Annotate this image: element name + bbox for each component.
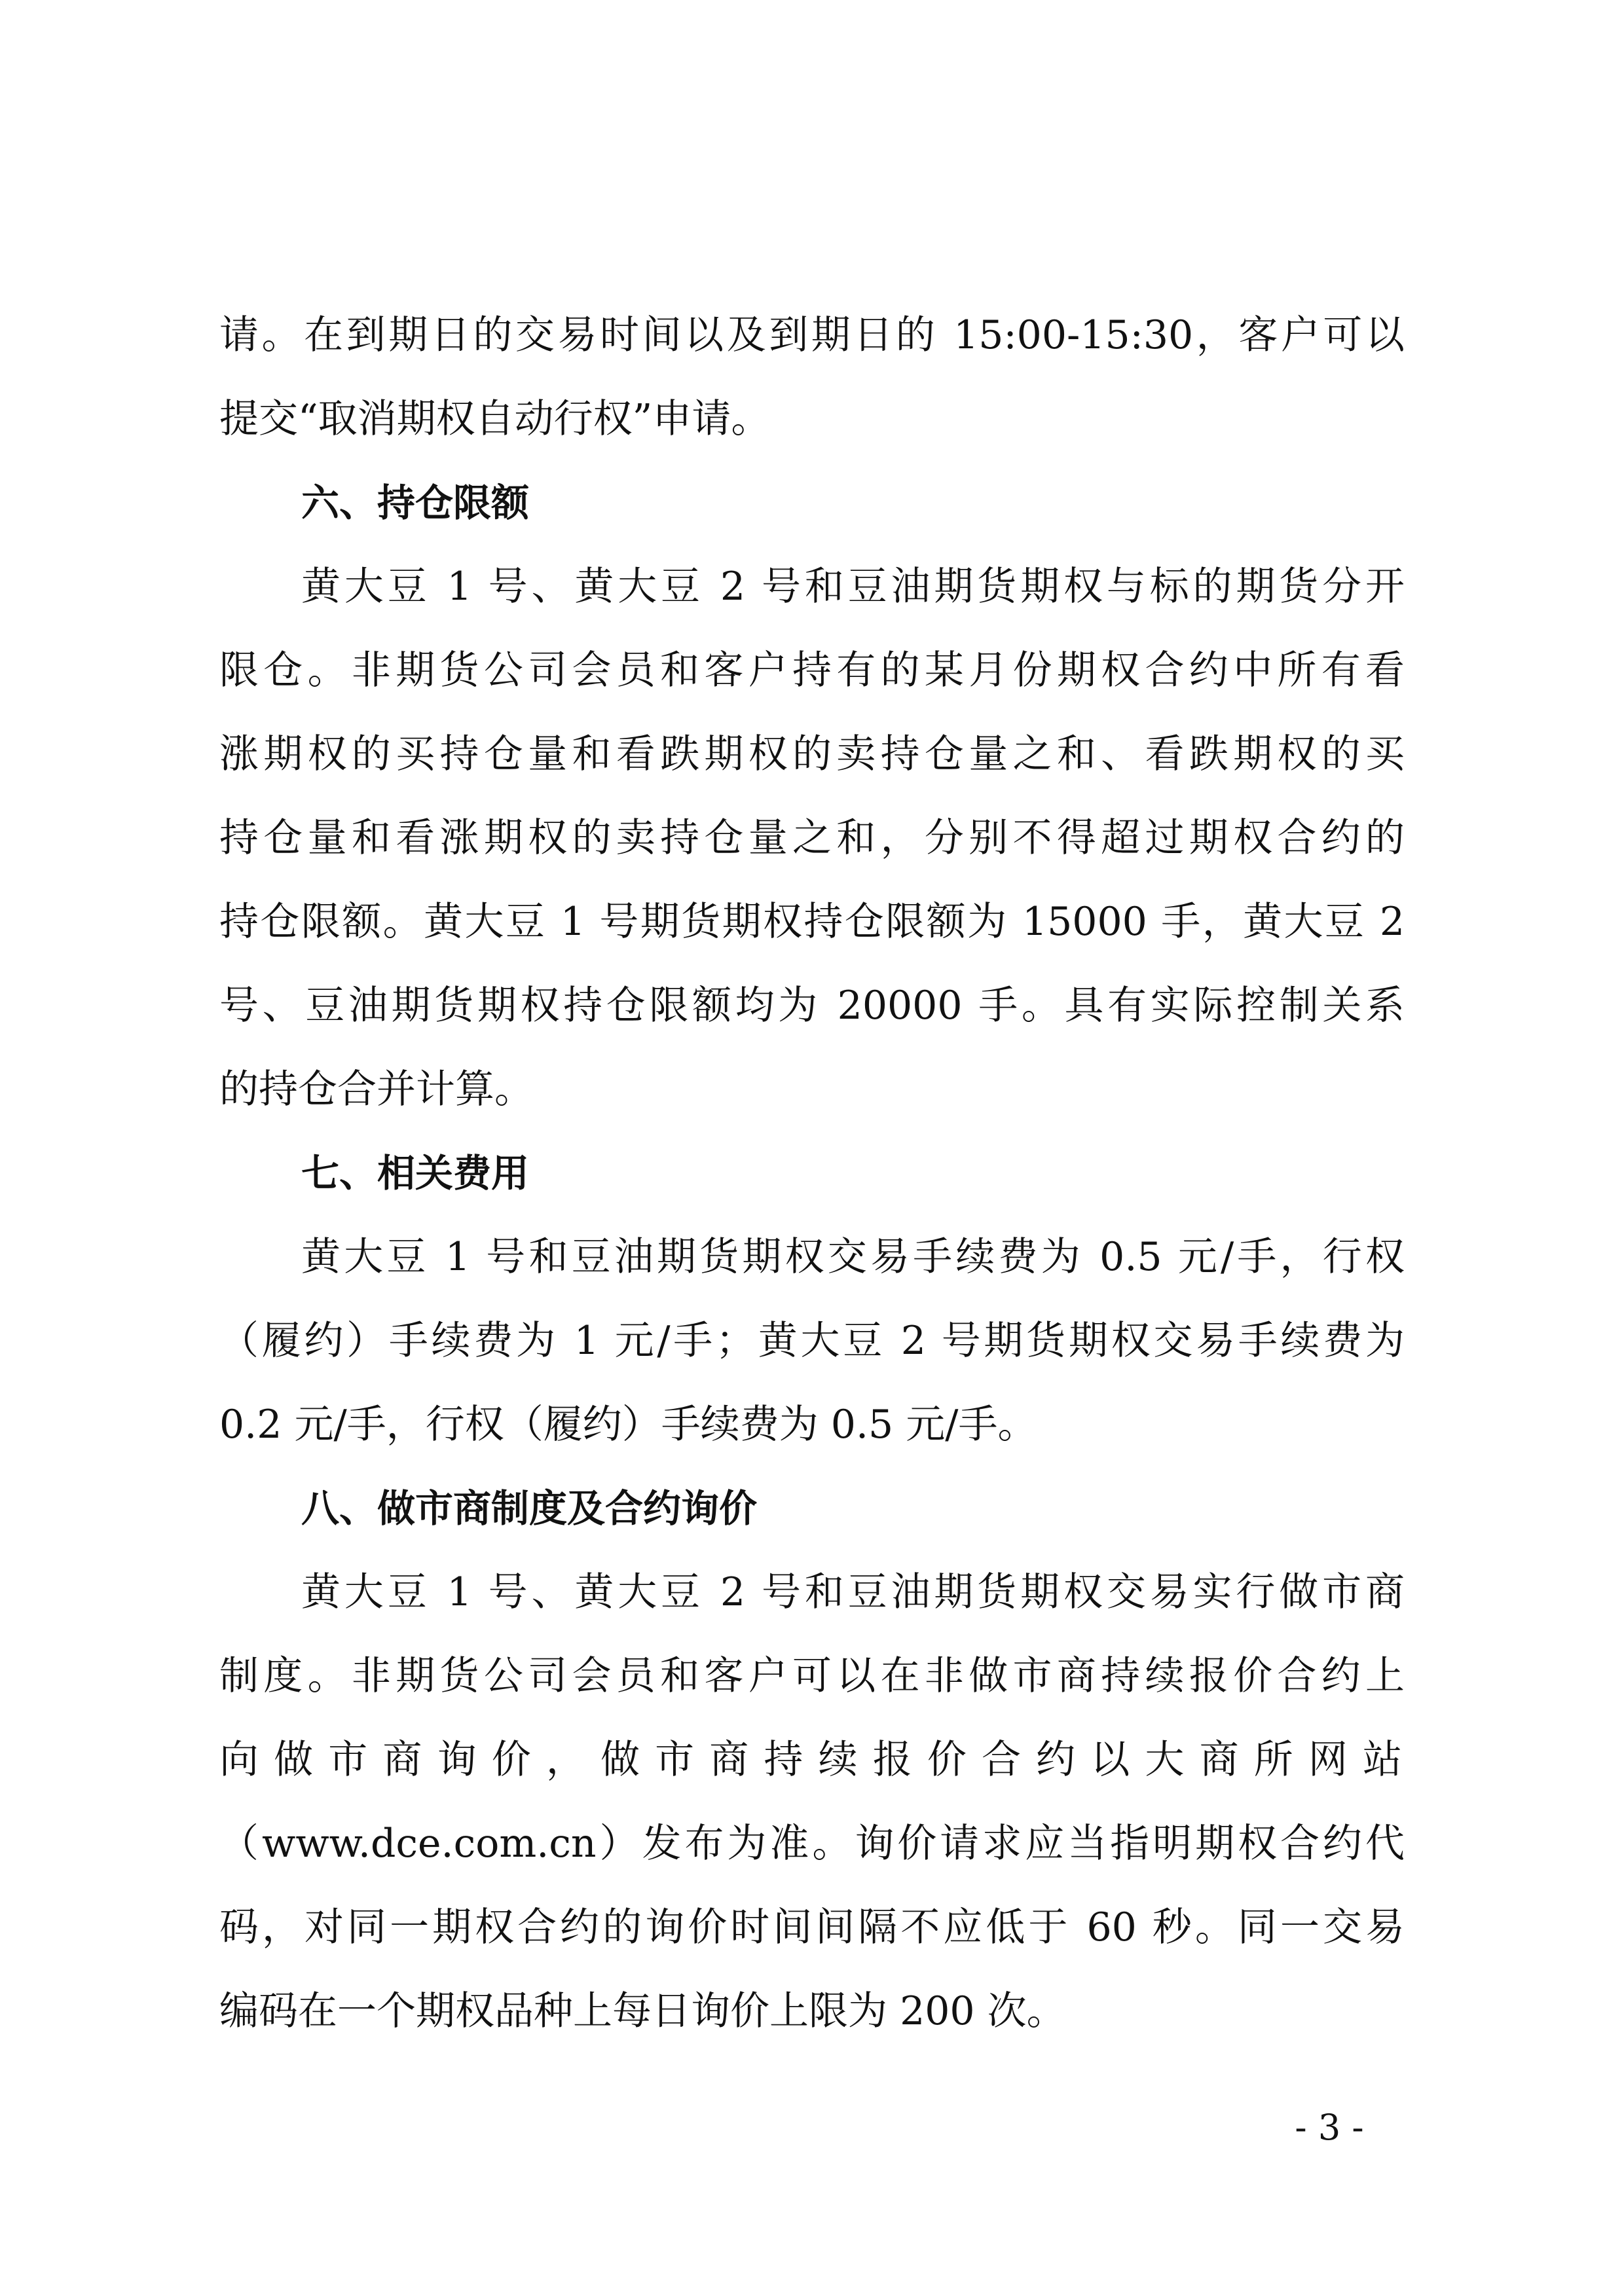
- text-line: 涨期权的买持仓量和看跌期权的卖持仓量之和、看跌期权的买: [219, 731, 1405, 777]
- text-line: 的持仓合并计算。: [219, 1066, 534, 1112]
- section-heading-market-maker: 八、做市商制度及合约询价: [301, 1486, 758, 1531]
- text-line: 黄大豆 1 号、黄大豆 2 号和豆油期货期权与标的期货分开: [301, 564, 1405, 610]
- text-line: 码，对同一期权合约的询价时间间隔不应低于 60 秒。同一交易: [219, 1904, 1405, 1950]
- text-line: 向做市商询价，做市商持续报价合约以大商所网站: [219, 1737, 1405, 1783]
- page-number: - 3 -: [1295, 2107, 1364, 2148]
- text-line: 持仓限额。黄大豆 1 号期货期权持仓限额为 15000 手，黄大豆 2: [219, 899, 1405, 945]
- text-line: （www.dce.com.cn）发布为准。询价请求应当指明期权合约代: [219, 1821, 1405, 1867]
- text-line: 制度。非期货公司会员和客户可以在非做市商持续报价合约上: [219, 1653, 1405, 1699]
- text-line: 限仓。非期货公司会员和客户持有的某月份期权合约中所有看: [219, 647, 1405, 693]
- section-heading-related-fees: 七、相关费用: [301, 1151, 530, 1195]
- section-heading-position-limits: 六、持仓限额: [301, 481, 530, 525]
- text-line: 请。在到期日的交易时间以及到期日的 15:00-15:30，客户可以: [219, 312, 1405, 358]
- text-line: 号、豆油期货期权持仓限额均为 20000 手。具有实际控制关系: [219, 983, 1405, 1029]
- text-line: 持仓量和看涨期权的卖持仓量之和，分别不得超过期权合约的: [219, 815, 1405, 861]
- text-line: （履约）手续费为 1 元/手；黄大豆 2 号期货期权交易手续费为: [219, 1318, 1405, 1364]
- text-line: 提交“取消期权自动行权”申请。: [219, 396, 771, 442]
- document-body: [219, 293, 1405, 2053]
- text-line: 黄大豆 1 号和豆油期货期权交易手续费为 0.5 元/手，行权: [301, 1234, 1405, 1280]
- text-line: 编码在一个期权品种上每日询价上限为 200 次。: [219, 1988, 1066, 2034]
- text-line: 0.2 元/手，行权（履约）手续费为 0.5 元/手。: [219, 1402, 1037, 1448]
- text-line: 黄大豆 1 号、黄大豆 2 号和豆油期货期权交易实行做市商: [301, 1569, 1405, 1615]
